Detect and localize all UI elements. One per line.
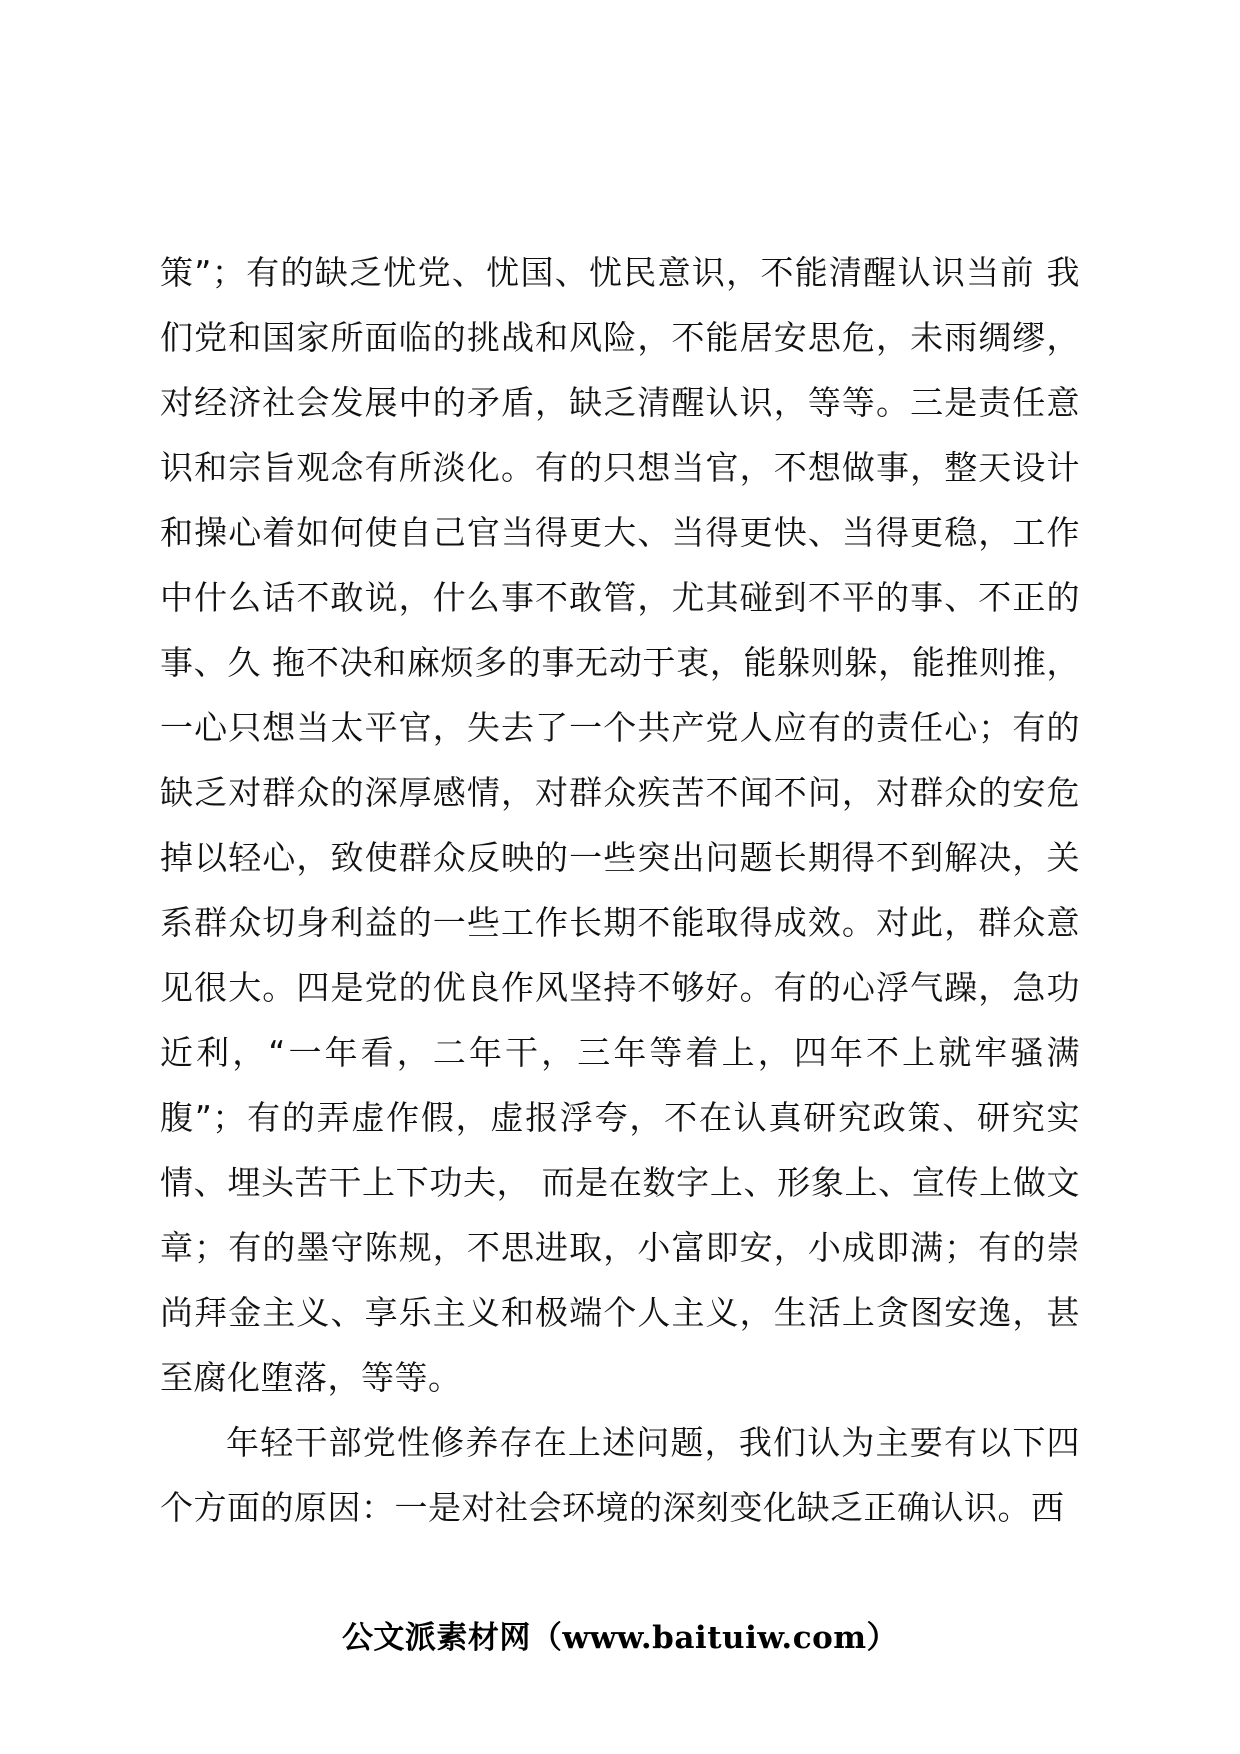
paragraph	[160, 1410, 1080, 1540]
text-line: 系群众切身利益的一些工作长期不能取得成效。对此，群众意	[160, 903, 1080, 942]
text-line: 腹”；有的弄虚作假，虚报浮夸，不在认真研究政策、研究实	[160, 1098, 1080, 1137]
text-line: 个方面的原因：一是对社会环境的深刻变化缺乏正确认识。西	[160, 1488, 1065, 1527]
footer-watermark: 公文派素材网（www.baituiw.com）	[341, 1620, 899, 1656]
paragraph	[160, 240, 1080, 1410]
text-line: 掉以轻心，致使群众反映的一些突出问题长期得不到解决，关	[160, 838, 1080, 877]
text-line: 近利，“一年看，二年干，三年等着上，四年不上就牢骚满	[160, 1033, 1080, 1072]
text-line: 中什么话不敢说，什么事不敢管，尤其碰到不平的事、不正的	[160, 578, 1080, 617]
body-text	[160, 240, 1080, 1540]
text-line: 策”；有的缺乏忧党、忧国、忧民意识，不能清醒认识当前 我	[160, 253, 1080, 292]
text-line: 尚拜金主义、享乐主义和极端个人主义，生活上贪图安逸，甚	[160, 1293, 1080, 1332]
text-line: 年轻干部党性修养存在上述问题，我们认为主要有以下四	[226, 1423, 1080, 1462]
text-line: 情、埋头苦干上下功夫， 而是在数字上、形象上、宣传上做文	[160, 1163, 1080, 1202]
text-line: 和操心着如何使自己官当得更大、当得更快、当得更稳，工作	[160, 513, 1080, 552]
text-line: 见很大。四是党的优良作风坚持不够好。有的心浮气躁，急功	[160, 968, 1080, 1007]
text-line: 们党和国家所面临的挑战和风险，不能居安思危，未雨绸缪，	[160, 318, 1080, 357]
text-line: 对经济社会发展中的矛盾，缺乏清醒认识，等等。三是责任意	[160, 383, 1080, 422]
text-line: 缺乏对群众的深厚感情，对群众疾苦不闻不问，对群众的安危	[160, 773, 1080, 812]
text-line: 识和宗旨观念有所淡化。有的只想当官，不想做事，整天设计	[160, 448, 1080, 487]
text-line: 至腐化堕落，等等。	[160, 1358, 462, 1397]
text-line: 一心只想当太平官，失去了一个共产党人应有的责任心；有的	[160, 708, 1080, 747]
text-line: 事、久 拖不决和麻烦多的事无动于衷，能躲则躲，能推则推，	[160, 643, 1080, 682]
text-line: 章；有的墨守陈规，不思进取，小富即安，小成即满；有的崇	[160, 1228, 1080, 1267]
